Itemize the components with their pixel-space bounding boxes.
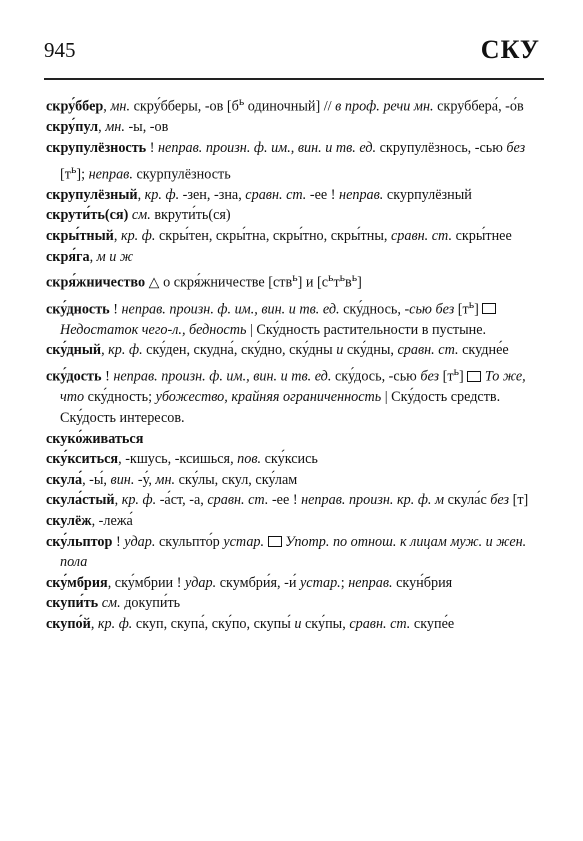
entry-text: ; [340, 574, 349, 591]
headword: скула́стый [46, 492, 115, 509]
usage-label: в проф. речи мн. [335, 98, 434, 115]
entry-text: т [333, 274, 340, 291]
entry-text: скурпулёзность [132, 166, 231, 183]
entry-text: , [101, 342, 109, 359]
headword: ску́льптор [46, 533, 113, 550]
entry-text: ] и [с [297, 274, 329, 291]
entry-text: [т] [509, 492, 529, 509]
headword: скупи́ть [46, 595, 99, 612]
headword: скры́тный [46, 228, 114, 245]
softness-mark: ь [328, 270, 334, 285]
entry-text: в [345, 274, 352, 291]
entry-text: ску́лы, скул, ску́лам [175, 471, 298, 488]
usage-label: неправ. произн. ф. им., вин. и тв. ед. [121, 301, 340, 318]
usage-label: сравн. ст. [245, 186, 307, 203]
headword: скрупулёзный [46, 186, 138, 203]
usage-label: сравн. ст. [390, 228, 453, 245]
dictionary-entry [46, 361, 542, 429]
entry-text: -ее ! [306, 186, 340, 203]
usage-label: без [490, 492, 510, 509]
usage-label: неправ. произн. ф. им., вин. и тв. ед. [113, 368, 332, 385]
headword: скру́пул [46, 119, 99, 136]
entry-text: [т [439, 368, 454, 385]
headword: скрути́ть(ся) [46, 207, 129, 224]
usage-label: сравн. ст. [207, 492, 269, 509]
entry-text: -зен, -зна, [179, 186, 246, 203]
dictionary-entry [46, 340, 542, 361]
headword: скулёж [46, 512, 92, 529]
usage-label: убожество, крайняя ограниченность [155, 389, 382, 406]
entry-text: , -ы́, [82, 471, 111, 488]
entry-text: вкрути́ть(ся) [150, 207, 231, 224]
headword: ску́дность [46, 301, 110, 318]
entry-text: ску́днось, [339, 301, 405, 318]
usage-label: удар. [124, 533, 156, 550]
entry-text: -ее ! [268, 492, 302, 509]
entry-text: -ы, -ов [124, 119, 169, 136]
definition-box-icon [268, 536, 282, 547]
entry-text: ] [474, 301, 483, 318]
softness-mark: ь [468, 296, 475, 311]
entry-list [46, 91, 542, 635]
headword: ску́дость [46, 368, 102, 385]
usage-label: кр. ф. [121, 492, 157, 509]
dictionary-entry [46, 449, 542, 470]
dictionary-entry [46, 267, 542, 293]
entry-text: , -лежа́ [91, 512, 133, 529]
headword: скула́ [46, 471, 83, 488]
headword: ску́мбрия [46, 574, 108, 591]
usage-label: кр. ф. [97, 615, 133, 632]
dictionary-entry [46, 205, 542, 226]
usage-label: устар. [223, 533, 265, 550]
header-rule [44, 78, 544, 80]
usage-label: вин. [110, 471, 135, 488]
usage-label: без [506, 139, 526, 156]
entry-text: , [98, 119, 106, 136]
headword: ску́кситься [46, 451, 119, 468]
usage-label: кр. ф. [120, 228, 156, 245]
usage-label: кр. ф. [108, 342, 143, 359]
dictionary-entry [46, 185, 542, 206]
dictionary-entry [46, 226, 542, 247]
usage-label: неправ. произн. ф. им., вин. и тв. ед. [158, 139, 377, 156]
dictionary-entry [46, 614, 542, 635]
entry-text: скрупулёзнось, -сью [376, 139, 507, 156]
dictionary-entry [46, 470, 542, 491]
headword: ску́дный [46, 342, 102, 359]
headword: скру́ббер [46, 98, 104, 115]
usage-label: мн. [110, 98, 131, 115]
running-head: СКУ [480, 35, 540, 64]
entry-text: ску́пы, [301, 615, 350, 632]
dictionary-entry [46, 117, 542, 138]
usage-label: Употр. по отнош. к лицам муж. и жен. пола [60, 533, 527, 571]
entry-text: ску́дны, [343, 342, 398, 359]
entry-text: скун́брия [392, 574, 453, 591]
usage-label: сравн. ст. [397, 342, 459, 359]
softness-mark: ь [292, 270, 298, 285]
usage-label: неправ. [88, 166, 133, 183]
entry-text: , -кшусь, -ксишься, [118, 451, 238, 468]
headword: скуко́живаться [46, 430, 144, 447]
usage-label: -сью без [404, 301, 455, 318]
entry-text: -у́, [134, 471, 156, 488]
headword: скрупулёзность [46, 139, 147, 156]
entry-text: , [137, 186, 145, 203]
dictionary-entry [46, 429, 542, 450]
dictionary-entry [46, 490, 542, 511]
usage-label: неправ. произн. кр. ф. м [301, 492, 445, 509]
dictionary-entry [46, 511, 542, 532]
entry-text: скудне́е [458, 342, 509, 359]
entry-text: | Ску́дость средств. Ску́дость интересов. [60, 389, 501, 426]
dictionary-entry [46, 247, 542, 268]
softness-mark: ь [351, 270, 358, 285]
dictionary-entry [46, 138, 542, 185]
usage-label: То же, что [60, 368, 526, 406]
usage-label: см. [101, 595, 121, 612]
entry-text: ску́дось, -сью [331, 368, 421, 385]
entry-text: ! [112, 533, 125, 550]
usage-label: сравн. ст. [349, 615, 411, 632]
softness-mark: ь [238, 94, 245, 108]
entry-text: скры́тен, скры́тна, скры́тно, скры́тны, [155, 228, 391, 245]
entry-text: ! [146, 139, 159, 156]
usage-label: кр. ф. [144, 186, 180, 203]
entry-text: одиночный] // [244, 98, 336, 115]
dictionary-entry [46, 593, 542, 614]
entry-text: △ о скря́жничестве [ств [145, 274, 293, 291]
entry-text: -а́ст, -а, [156, 492, 208, 509]
page-header [44, 36, 544, 76]
entry-text: скупе́е [410, 615, 455, 632]
headword: скря́га [46, 248, 90, 265]
usage-label: мн. [155, 471, 176, 488]
usage-label: устар. [299, 574, 341, 591]
entry-text: , [90, 615, 98, 632]
entry-text: скру́бберы, -ов [б [130, 98, 239, 115]
headword: скря́жничество [46, 274, 146, 291]
dictionary-entry [46, 91, 542, 117]
entry-text: | Ску́дность растительности в пустыне. [246, 321, 487, 338]
entry-text: , ску́мбрии ! [107, 574, 185, 591]
entry-text: скула́с [444, 492, 491, 509]
entry-text: ! [101, 368, 114, 385]
usage-label: удар. [184, 574, 217, 591]
headword: скупо́й [46, 615, 91, 632]
usage-label: и [336, 342, 344, 359]
usage-label: и [294, 615, 302, 632]
softness-mark: ь [339, 270, 346, 285]
entry-text: ску́ден, скудна́, ску́дно, ску́дны [142, 342, 337, 359]
usage-label: без [420, 368, 440, 385]
entry-text: ску́дность; [84, 389, 156, 406]
usage-label: неправ. [339, 186, 384, 203]
entry-text: [т [60, 166, 71, 183]
usage-label: м и ж [96, 248, 134, 265]
usage-label: см. [131, 207, 151, 224]
definition-box-icon [467, 371, 481, 382]
entry-text: скурпулёзный [383, 186, 472, 203]
entry-text: докупи́ть [120, 595, 181, 612]
entry-text: ску́ксись [261, 451, 318, 468]
entry-text: скры́тнее [452, 228, 512, 245]
entry-text: [т [454, 301, 469, 318]
entry-text: скуп, скупа́, ску́по, скупы́ [132, 615, 295, 632]
dictionary-entry [46, 294, 542, 341]
usage-label: пов. [237, 451, 262, 468]
entry-text: ] [357, 274, 362, 291]
entry-text: , [89, 248, 97, 265]
usage-label: неправ. [348, 574, 393, 591]
dictionary-entry [46, 573, 542, 594]
dictionary-entry [46, 532, 542, 573]
page-number: 945 [44, 38, 76, 62]
softness-mark: ь [453, 364, 459, 379]
entry-text: , [113, 228, 121, 245]
entry-text: , [103, 98, 111, 115]
usage-label: Недостаток чего-л., бедность [60, 321, 247, 338]
definition-box-icon [482, 303, 496, 314]
entry-text: ]; [76, 166, 89, 183]
usage-label: мн. [105, 119, 125, 136]
entry-text: , [114, 492, 122, 509]
entry-text: скульпто́р [155, 533, 224, 550]
entry-text: скруббера́, -о́в [433, 98, 524, 115]
entry-text: ! [109, 301, 122, 318]
entry-text: скумбри́я, -и́ [216, 574, 300, 591]
entry-text: ] [458, 368, 468, 385]
softness-mark: ь [70, 161, 77, 176]
